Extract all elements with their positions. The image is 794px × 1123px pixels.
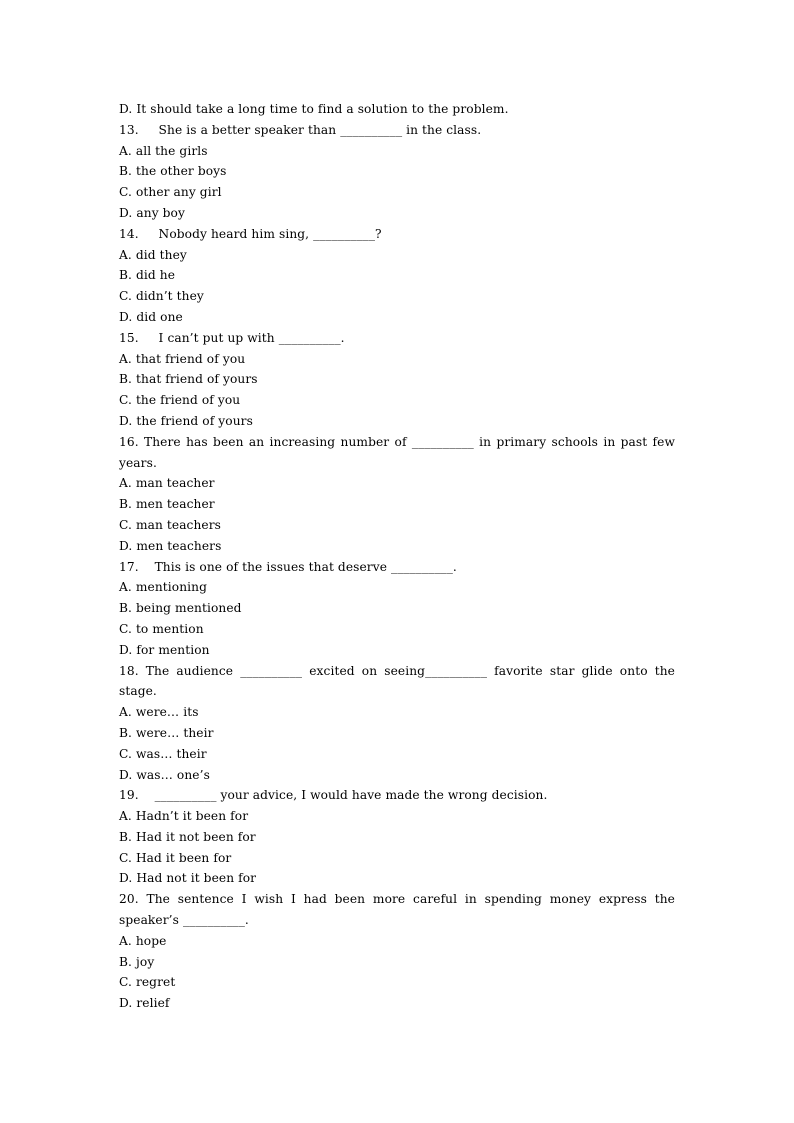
option-a-q16: A. man teacher [119, 476, 215, 491]
option-a-q17: A. mentioning [119, 580, 207, 595]
option-c-q15: C. the friend of you [119, 393, 241, 408]
question-18: 18. The audience __________ excited on seeing__________ favorite star glide onto the stage. [119, 663, 675, 699]
question-16: 16. There has been an increasing number of __________ in primary schools in past few years. [119, 434, 675, 470]
option-a-q18: A. were… its [119, 705, 199, 720]
option-b-q16: B. men teacher [119, 497, 215, 512]
option-b-q13: B. the other boys [119, 164, 227, 179]
option-d-q17: D. for mention [119, 642, 210, 657]
option-a-q13: A. all the girls [119, 143, 208, 158]
option-d-q15: D. the friend of yours [119, 413, 253, 428]
question-17: 17. This is one of the issues that deserve __________. [119, 559, 457, 574]
option-b-q18: B. were… their [119, 725, 214, 740]
option-c-q16: C. man teachers [119, 517, 222, 532]
option-b-q15: B. that friend of yours [119, 372, 258, 387]
option-b-q20: B. joy [119, 954, 155, 969]
question-14: 14. Nobody heard him sing, __________? [119, 226, 382, 241]
option-d-q13: D. any boy [119, 205, 185, 220]
option-b-q17: B. being mentioned [119, 601, 242, 616]
option-c-q14: C. didn’t they [119, 289, 204, 304]
option-b-q14: B. did he [119, 268, 176, 283]
option-a-q20: A. hope [119, 933, 167, 948]
question-13: 13. She is a better speaker than __________ in the class. [119, 122, 482, 137]
option-b-q19: B. Had it not been for [119, 829, 256, 844]
option-d-q20: D. relief [119, 996, 170, 1011]
option-c-q13: C. other any girl [119, 185, 222, 200]
document-body [119, 99, 675, 1014]
option-a-q15: A. that friend of you [119, 351, 246, 366]
option-a-q14: A. did they [119, 247, 187, 262]
option-d-q16: D. men teachers [119, 538, 222, 553]
question-19: 19. __________ your advice, I would have made the wrong decision. [119, 788, 548, 803]
option-c-q17: C. to mention [119, 621, 204, 636]
option-c-q18: C. was… their [119, 746, 207, 761]
option-a-q19: A. Hadn’t it been for [119, 809, 249, 824]
question-15: 15. I can’t put up with __________. [119, 330, 345, 345]
option-c-q19: C. Had it been for [119, 850, 232, 865]
option-c-q20: C. regret [119, 975, 176, 990]
option-d-q19: D. Had not it been for [119, 871, 257, 886]
question-20: 20. The sentence I wish I had been more careful in spending money express the speaker’s __________. [119, 892, 675, 928]
option-d-q12: D. It should take a long time to find a solution to the problem. [119, 102, 509, 116]
option-d-q14: D. did one [119, 309, 183, 324]
option-d-q18: D. was… one’s [119, 767, 210, 782]
